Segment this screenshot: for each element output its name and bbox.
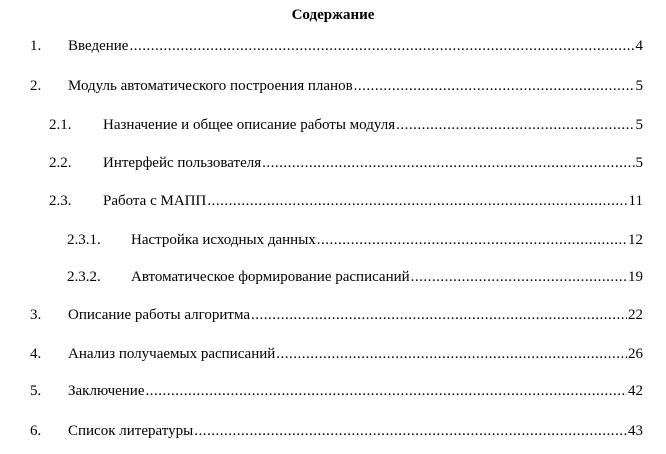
toc-entry-number: 2.2. bbox=[49, 155, 72, 171]
toc-leader bbox=[354, 76, 635, 96]
toc-leader bbox=[317, 230, 627, 250]
toc-entry-text: Заключение bbox=[68, 383, 145, 399]
toc-entry-page: 26 bbox=[628, 346, 643, 362]
toc-entry[interactable] bbox=[30, 36, 643, 56]
toc-entry-number: 6. bbox=[30, 423, 42, 439]
toc-entry-text: Автоматическое формирование расписаний bbox=[131, 269, 410, 285]
toc-entry-page: 43 bbox=[628, 423, 643, 439]
toc-entry[interactable] bbox=[49, 191, 643, 211]
toc-title: Содержание bbox=[291, 7, 375, 23]
toc-entry-number: 2.3.1. bbox=[67, 232, 101, 248]
toc-entry-text: Описание работы алгоритма bbox=[68, 307, 251, 323]
toc-entry[interactable] bbox=[30, 344, 643, 364]
toc-entry-number: 1. bbox=[30, 38, 42, 54]
toc-entry-text: Анализ получаемых расписаний bbox=[68, 346, 276, 362]
toc-entry-page: 11 bbox=[628, 193, 643, 209]
toc-entry[interactable] bbox=[30, 76, 643, 96]
toc-leader bbox=[262, 153, 634, 173]
toc-entry-text: Работа с МАПП bbox=[103, 193, 207, 209]
toc-entry-text: Модуль автоматического построения планов bbox=[68, 78, 353, 94]
toc-entry-text: Введение bbox=[68, 38, 129, 54]
toc-entry-page: 5 bbox=[635, 155, 643, 171]
toc-entry[interactable] bbox=[49, 153, 643, 173]
toc-leader bbox=[396, 115, 634, 135]
toc-leader bbox=[251, 305, 627, 325]
toc-entry[interactable] bbox=[30, 305, 643, 325]
toc-entry-number: 4. bbox=[30, 346, 42, 362]
toc-entry-number: 3. bbox=[30, 307, 42, 323]
toc-entry[interactable] bbox=[67, 230, 643, 250]
toc-entry-text: Назначение и общее описание работы модуля bbox=[103, 117, 396, 133]
toc-entry-text: Список литературы bbox=[68, 423, 194, 439]
toc-entry-text: Интерфейс пользователя bbox=[103, 155, 262, 171]
toc-entry-number: 2.1. bbox=[49, 117, 72, 133]
toc-leader bbox=[146, 381, 628, 401]
toc-entry-page: 42 bbox=[628, 383, 643, 399]
toc-entry[interactable] bbox=[67, 267, 643, 287]
toc-entry-number: 2. bbox=[30, 78, 42, 94]
toc-leader bbox=[129, 36, 634, 56]
toc-entry-page: 5 bbox=[635, 78, 643, 94]
toc-entry[interactable] bbox=[30, 381, 643, 401]
toc-leader bbox=[194, 421, 627, 441]
toc-entry-text: Настройка исходных данных bbox=[131, 232, 316, 248]
toc-leader bbox=[207, 191, 627, 211]
toc-entry[interactable] bbox=[30, 421, 643, 441]
toc-leader bbox=[276, 344, 627, 364]
toc-entry-number: 5. bbox=[30, 383, 42, 399]
toc-entry-page: 5 bbox=[635, 117, 643, 133]
toc-entry-page: 19 bbox=[628, 269, 643, 285]
toc-entry-page: 4 bbox=[635, 38, 643, 54]
toc-entry-page: 12 bbox=[628, 232, 643, 248]
toc-entry-number: 2.3. bbox=[49, 193, 72, 209]
toc-leader bbox=[411, 267, 627, 287]
toc-entry-number: 2.3.2. bbox=[67, 269, 101, 285]
toc-entry-page: 22 bbox=[628, 307, 643, 323]
toc-entry[interactable] bbox=[49, 115, 643, 135]
